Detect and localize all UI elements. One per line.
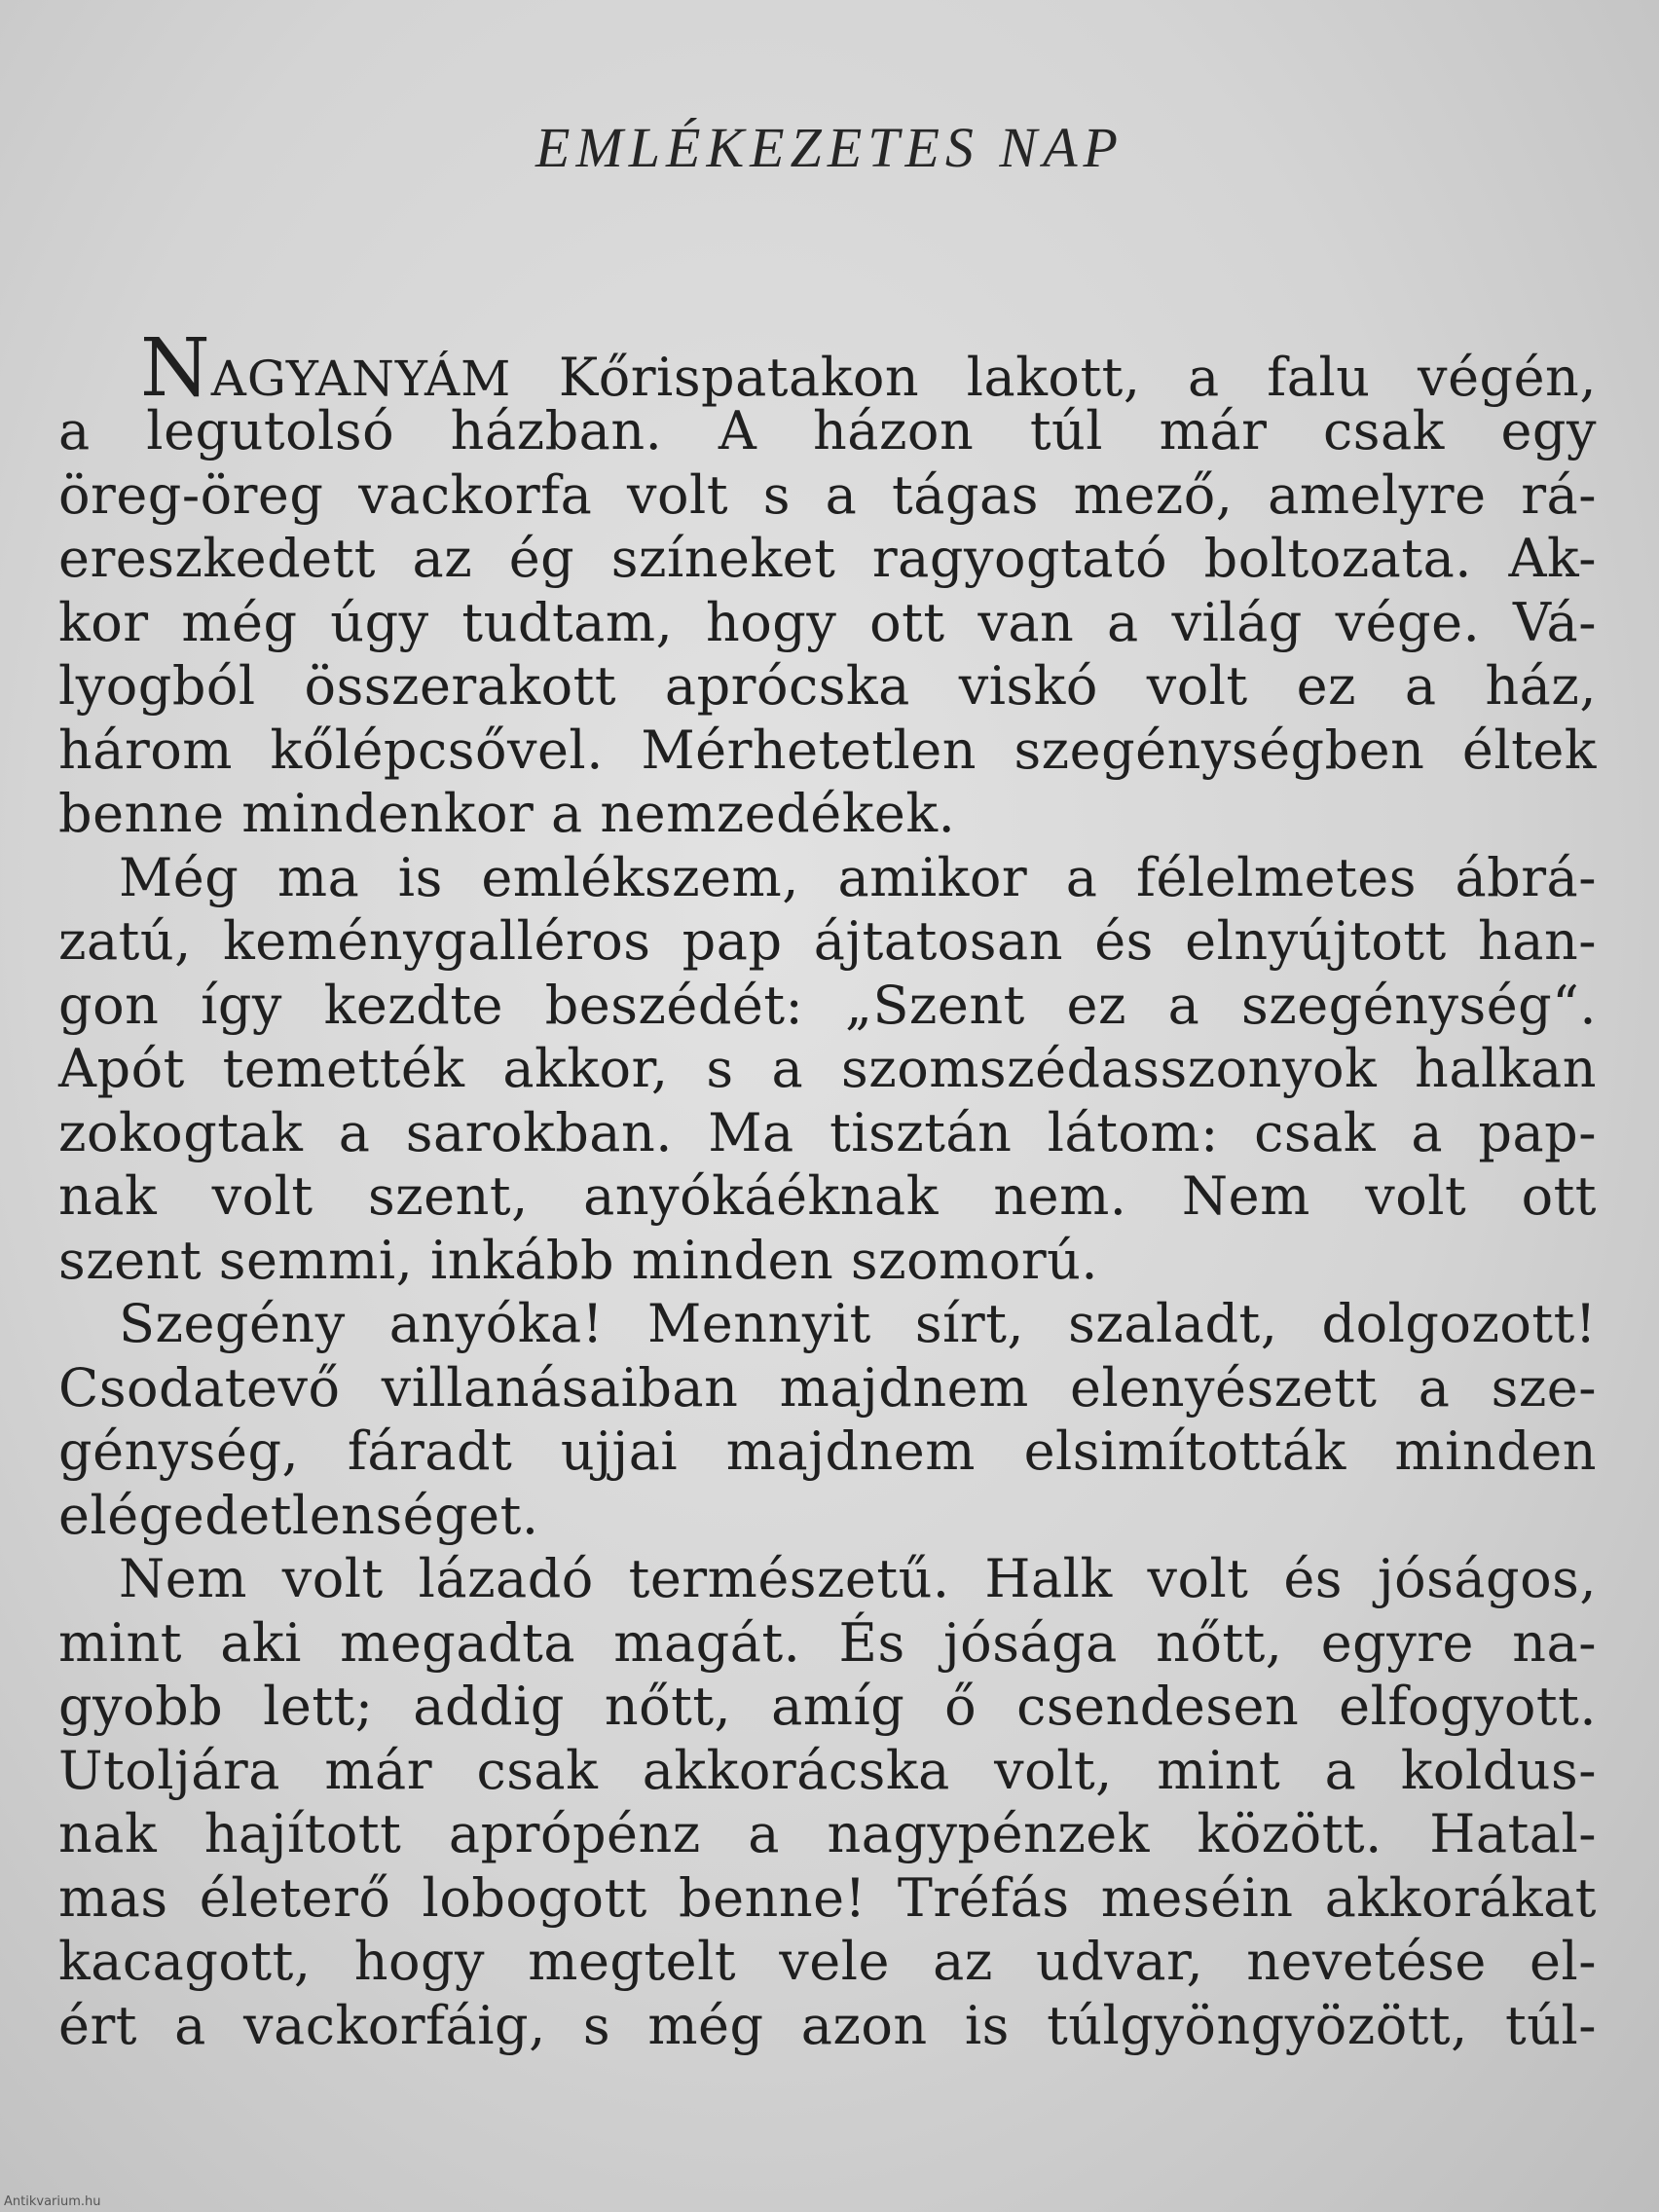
text-line-22: gyobb lett; addig nőtt, amíg ő csendesen elfogyott. bbox=[58, 1676, 1597, 1737]
text-line-21: mint aki megadta magát. És jósága nőtt, egyre na- bbox=[58, 1611, 1597, 1674]
text-line-20: Nem volt lázadó természetű. Halk volt és jóságos, bbox=[119, 1548, 1597, 1609]
text-line-14: nak volt szent, anyókáéknak nem. Nem volt ott bbox=[58, 1165, 1597, 1227]
line-text: Kőrispatakon lakott, a falu végén, bbox=[511, 347, 1597, 408]
text-line-26: kacagott, hogy megtelt vele az udvar, nevetése el- bbox=[58, 1931, 1597, 1992]
text-line-16: Szegény anyóka! Mennyit sírt, szaladt, dolgozott! bbox=[119, 1293, 1597, 1354]
text-line-7: három kőlépcsővel. Mérhetetlen szegénységben éltek bbox=[58, 719, 1597, 781]
text-line-13: zokogtak a sarokban. Ma tisztán látom: csak a pap- bbox=[58, 1101, 1597, 1163]
text-line-17: Csodatevő villanásaiban majdnem elenyészett a sze- bbox=[58, 1356, 1597, 1419]
text-line-19: elégedetlenséget. bbox=[58, 1484, 539, 1546]
text-line-9: Még ma is emlékszem, amikor a félelmetes ábrá- bbox=[119, 846, 1597, 908]
text-line-2: a legutolsó házban. A házon túl már csak egy bbox=[58, 400, 1597, 461]
text-line-12: Apót temették akkor, s a szomszédasszonyok halkan bbox=[58, 1038, 1597, 1099]
drop-cap: N bbox=[140, 322, 211, 415]
text-line-8: benne mindenkor a nemzedékek. bbox=[58, 783, 956, 844]
text-line-11: gon így kezdte beszédét: „Szent ez a szegénység“. bbox=[58, 974, 1597, 1036]
text-line-24: nak hajított aprópénz a nagypénzek között. Hatal- bbox=[58, 1803, 1597, 1864]
text-line-10: zatú, keménygalléros pap ájtatosan és elnyújtott han- bbox=[58, 910, 1597, 972]
text-line-1 bbox=[58, 322, 1597, 415]
text-line-23: Utoljára már csak akkorácska volt, mint a koldus- bbox=[58, 1739, 1597, 1801]
body-text bbox=[58, 322, 1597, 2057]
text-line-18: génység, fáradt ujjai majdnem elsimították minden bbox=[58, 1420, 1597, 1482]
page-title: EMLÉKEZETES NAP bbox=[535, 116, 1124, 179]
watermark: Antikvarium.hu bbox=[4, 2194, 101, 2209]
text-line-27: ért a vackorfáig, s még azon is túlgyöngyözött, túl- bbox=[58, 1994, 1597, 2056]
text-line-6: lyogból összerakott aprócska viskó volt ez a ház, bbox=[58, 655, 1597, 717]
small-caps-word: AGYANYÁM bbox=[210, 350, 512, 407]
text-line-15: szent semmi, inkább minden szomorú. bbox=[58, 1229, 1099, 1291]
text-line-25: mas életerő lobogott benne! Tréfás meséin akkorákat bbox=[58, 1866, 1597, 1929]
text-line-3: öreg-öreg vackorfa volt s a tágas mező, amelyre rá- bbox=[58, 463, 1597, 526]
text-line-4: ereszkedett az ég színeket ragyogtató boltozata. Ak- bbox=[58, 528, 1597, 589]
text-line-5: kor még úgy tudtam, hogy ott van a világ vége. Vá- bbox=[58, 591, 1597, 653]
